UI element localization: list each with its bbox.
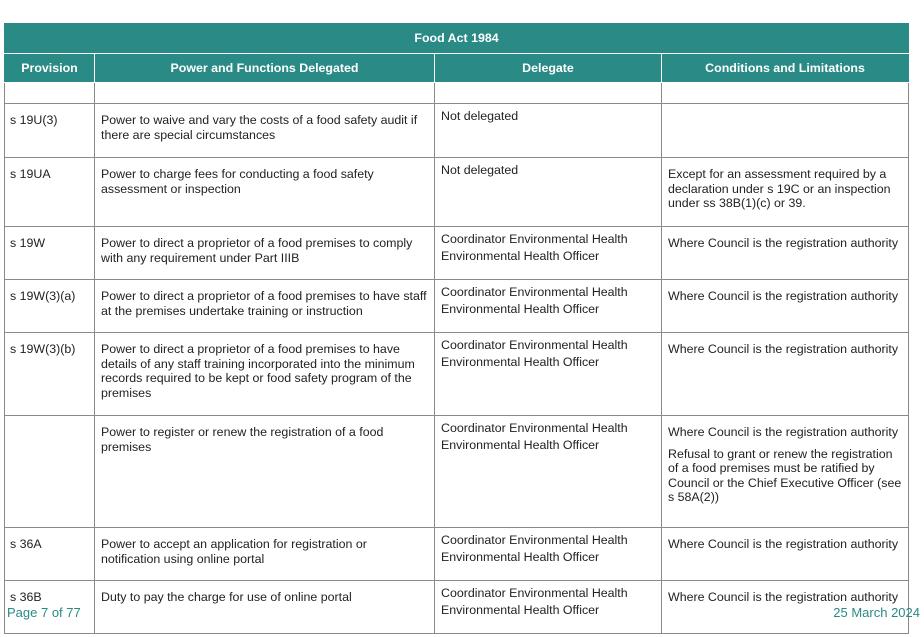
conditions-cell <box>662 158 909 227</box>
delegations-table-container <box>4 23 908 634</box>
power-cell: Duty to pay the charge for use of online portal <box>95 581 435 634</box>
condition-text: Except for an assessment required by a declaration under s 19C or an inspection under ss 38B(1)(c) or 39. <box>668 167 891 211</box>
delegate-line: Coordinator Environmental Health <box>441 338 628 352</box>
delegate-cell <box>435 581 662 634</box>
delegate-line: Environmental Health Officer <box>441 248 600 263</box>
table-row <box>5 104 909 158</box>
delegate-line: Coordinator Environmental Health <box>441 586 628 600</box>
column-header-provision: Provision <box>5 54 95 83</box>
table-title-row <box>5 24 909 54</box>
condition-text: Where Council is the registration authority <box>668 537 899 551</box>
condition-text: Where Council is the registration authority <box>668 342 899 356</box>
condition-text: Refusal to grant or renew the registration of a food premises must be ratified by Council or the Chief Executive Officer (see s 58A(2)) <box>668 446 902 505</box>
delegate-line: Environmental Health Officer <box>441 301 600 316</box>
table-row <box>5 581 909 634</box>
delegate-line: Not delegated <box>441 163 519 177</box>
document-date: 25 March 2024 <box>833 605 920 620</box>
delegate-line: Coordinator Environmental Health <box>441 533 628 547</box>
power-cell: Power to direct a proprietor of a food premises to have staff at the premises undertake training or instruction <box>95 280 435 333</box>
page-number: Page 7 of 77 <box>7 605 81 620</box>
power-cell: Power to charge fees for conducting a food safety assessment or inspection <box>95 158 435 227</box>
delegate-line: Environmental Health Officer <box>441 437 600 452</box>
delegate-cell <box>435 104 662 158</box>
column-header-power: Power and Functions Delegated <box>95 54 435 83</box>
provision-cell: s 19U(3) <box>5 104 95 158</box>
delegate-cell <box>435 528 662 581</box>
conditions-cell <box>662 333 909 416</box>
table-row <box>5 528 909 581</box>
delegate-line: Coordinator Environmental Health <box>441 232 628 246</box>
provision-cell: s 19W <box>5 227 95 280</box>
delegate-cell <box>435 333 662 416</box>
power-cell: Power to accept an application for registration or notification using online portal <box>95 528 435 581</box>
delegate-line: Coordinator Environmental Health <box>441 285 628 299</box>
delegations-table <box>4 23 909 634</box>
delegate-line: Environmental Health Officer <box>441 354 600 369</box>
empty-cell <box>435 83 662 104</box>
delegate-cell <box>435 416 662 528</box>
empty-cell <box>5 83 95 104</box>
conditions-cell <box>662 104 909 158</box>
conditions-cell <box>662 227 909 280</box>
power-cell: Power to direct a proprietor of a food premises to have details of any staff training incorporated into the minimum records required to be kept or food safety program of the premises <box>95 333 435 416</box>
delegate-cell <box>435 158 662 227</box>
delegate-line: Not delegated <box>441 109 519 123</box>
column-header-delegate: Delegate <box>435 54 662 83</box>
condition-text: Where Council is the registration authority <box>668 590 899 604</box>
empty-row <box>5 83 909 104</box>
delegate-line: Environmental Health Officer <box>441 549 600 564</box>
table-row <box>5 333 909 416</box>
conditions-cell <box>662 416 909 528</box>
provision-cell: s 19W(3)(a) <box>5 280 95 333</box>
provision-cell: s 36B <box>5 581 95 634</box>
power-cell: Power to direct a proprietor of a food premises to comply with any requirement under Part IIIB <box>95 227 435 280</box>
condition-text: Where Council is the registration authority <box>668 289 899 303</box>
conditions-cell <box>662 528 909 581</box>
empty-cell <box>95 83 435 104</box>
condition-text: Where Council is the registration authority <box>668 425 899 439</box>
provision-cell <box>5 416 95 528</box>
power-cell: Power to register or renew the registration of a food premises <box>95 416 435 528</box>
provision-cell: s 19UA <box>5 158 95 227</box>
provision-cell: s 19W(3)(b) <box>5 333 95 416</box>
power-cell: Power to waive and vary the costs of a food safety audit if there are special circumstances <box>95 104 435 158</box>
table-row <box>5 416 909 528</box>
table-row <box>5 280 909 333</box>
table-row <box>5 158 909 227</box>
delegate-line: Coordinator Environmental Health <box>441 421 628 435</box>
conditions-cell <box>662 280 909 333</box>
column-header-conditions: Conditions and Limitations <box>662 54 909 83</box>
table-header-row <box>5 54 909 83</box>
condition-text: Where Council is the registration authority <box>668 236 899 250</box>
delegate-line: Environmental Health Officer <box>441 602 600 617</box>
provision-cell: s 36A <box>5 528 95 581</box>
empty-cell <box>662 83 909 104</box>
delegate-cell <box>435 227 662 280</box>
delegate-cell <box>435 280 662 333</box>
table-title: Food Act 1984 <box>5 24 909 54</box>
table-row <box>5 227 909 280</box>
